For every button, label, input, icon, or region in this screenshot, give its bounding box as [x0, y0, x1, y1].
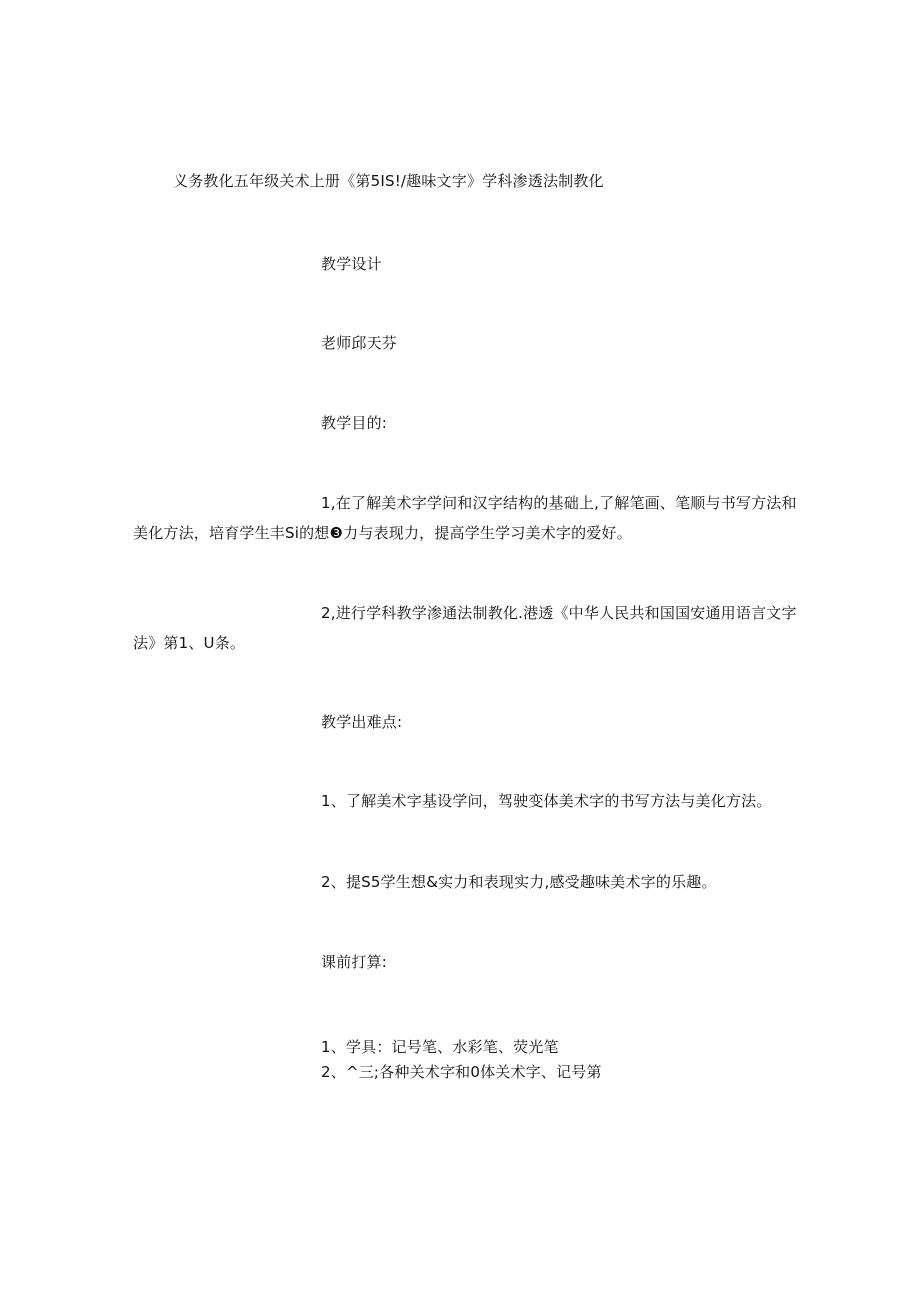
- prep-item-2: 2、^三;各种关术字和0体关术字、记号第: [321, 1063, 602, 1081]
- key-points-heading: 教学出难点:: [321, 713, 403, 731]
- goal-1-line-2: 美化方法，培育学生丰Si的想❸力与表现力，提高学生学习美术字的爱好。: [133, 524, 632, 542]
- document-title: 义务教化五年级关术上册《第5IS!/趣味文字》学科渗透法制教化: [173, 172, 604, 190]
- prep-heading: 课前打算:: [321, 953, 388, 971]
- goals-heading: 教学目的:: [321, 414, 388, 432]
- prep-item-1: 1、学具：记号笔、水彩笔、荧光笔: [321, 1038, 559, 1056]
- key-point-1: 1、了解美术字基设学问，驾驶变体美术字的书写方法与美化方法。: [321, 792, 772, 810]
- goal-2-line-1: 2,进行学科教学渗通法制教化.港透《中华人民共和国国安通用语言文字: [321, 604, 797, 622]
- key-point-2: 2、提S5学生想&实力和表现实力,感受趣味美术字的乐趣。: [321, 873, 717, 891]
- goal-1-line-1: 1,在了解美术字学问和汉字结构的基础上,了解笔画、笔顺与书写方法和: [321, 494, 797, 512]
- document-subtitle: 教学设计: [321, 255, 382, 273]
- goal-2-line-2: 法》第1、U条。: [133, 634, 246, 652]
- teacher-name: 老师邱天芬: [321, 334, 398, 352]
